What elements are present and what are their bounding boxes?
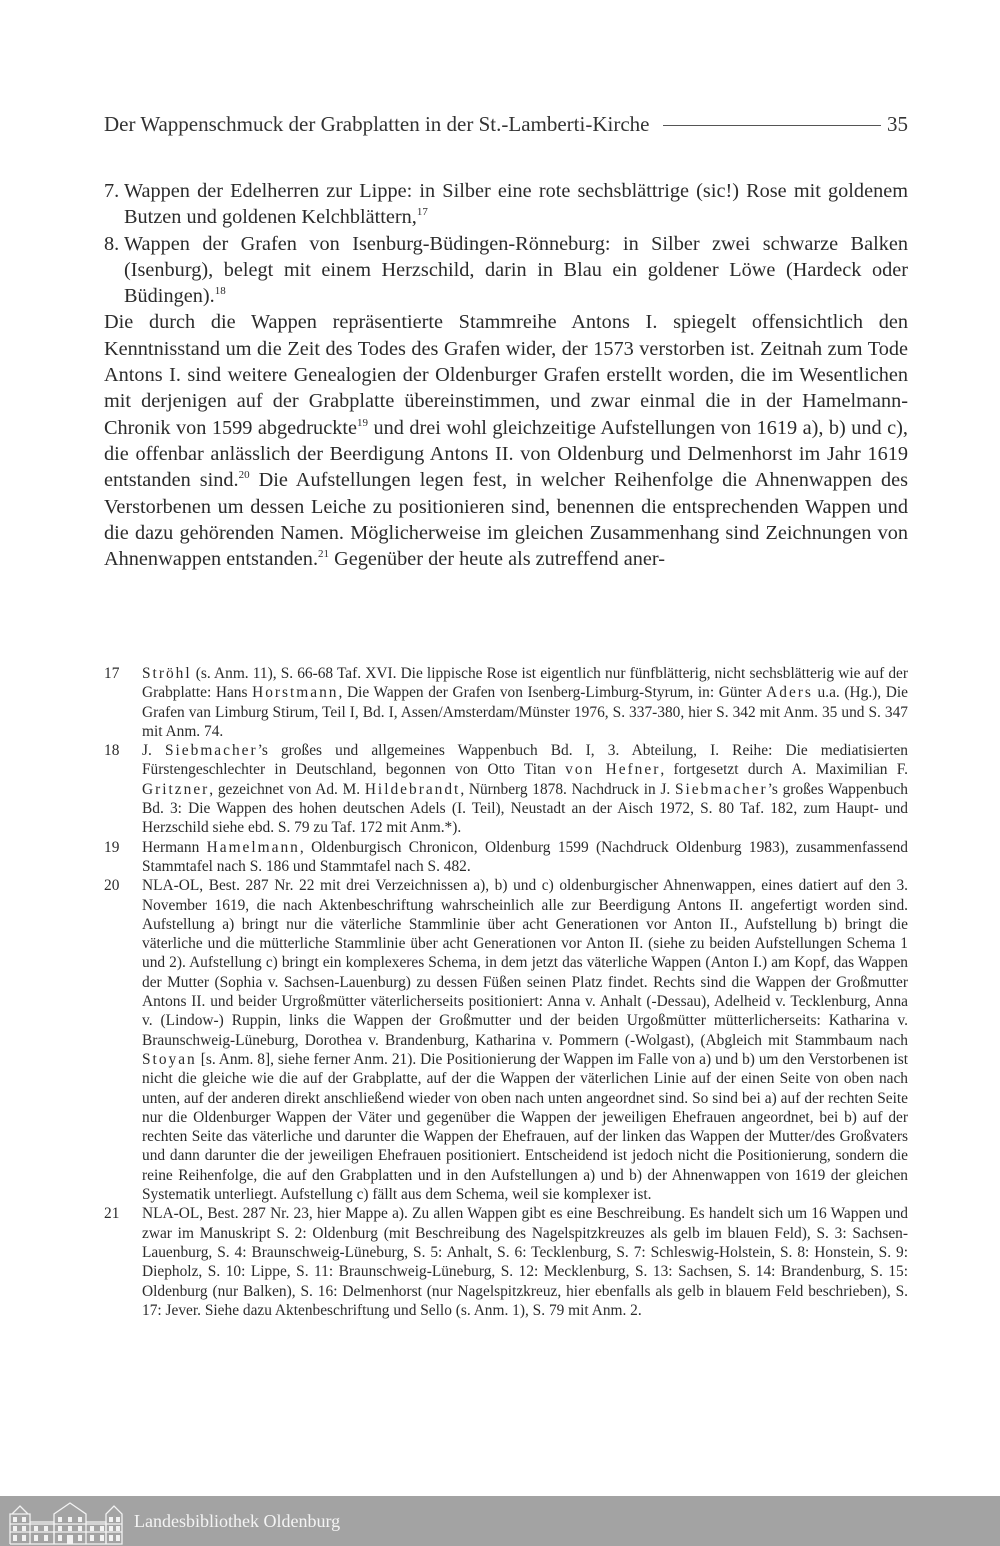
footnote-ref[interactable]: 18	[214, 285, 226, 298]
footnote-text	[142, 876, 908, 1204]
footnote-ref[interactable]: 21	[318, 548, 330, 561]
footnote	[104, 741, 908, 837]
footnote	[104, 1204, 908, 1320]
footnote	[104, 838, 908, 877]
paragraph-text: Die durch die Wappen repräsentierte Stammreihe Antons I. spiegelt offensichtlich den Kenntnisstand um die Zeit des Todes des Grafen wider, der 1573 verstorben ist. Zeitnah zum Tode Antons I. sind weitere Genealogien der Oldenburger Grafen erstellt worden, die im Wesentlichen mit derjenigen auf der Grabplatte übereinstimmen, und zwar einmal die in der Hamelmann-Chronik von 1599 abgedruckte	[104, 311, 908, 439]
footnote-segment: , Die Wappen der Grafen von Isenberg-Limburg-Styrum, in: Günter	[338, 684, 767, 702]
footnote-segment: , Nürnberg 1878. Nachdruck in J.	[460, 780, 675, 798]
footnote-segment: , fortgesetzt durch A. Maximilian F.	[660, 761, 908, 779]
footnote-number: 19	[104, 838, 120, 856]
author-name: Stoyan	[142, 1050, 197, 1068]
list-item	[104, 178, 908, 231]
author-name: Siebmacher	[674, 780, 768, 798]
library-name: Landesbibliothek Oldenburg	[134, 1510, 341, 1531]
footnote-number: 18	[104, 742, 120, 760]
footnote	[104, 664, 908, 741]
author-name: Hildebrandt	[364, 780, 461, 798]
list-item-text	[124, 231, 908, 310]
footnote-text	[142, 741, 908, 837]
author-name: Horstmann	[252, 684, 339, 702]
running-header	[104, 110, 908, 138]
paragraph-text: Gegenüber der heute als zutreffend aner-	[329, 548, 665, 571]
author-name: Gritzner	[142, 780, 210, 798]
footnote-text	[142, 664, 908, 741]
footnote-segment: u.a. (Hg.), Die Grafen van Limburg Stirum, Teil I, Bd. I, Assen/Amsterdam/Münster 1976, S. 337-380, hier S. 342 mit Anm. 35 und S. 347 mit Anm. 74.	[142, 684, 908, 740]
footnote-segment: ’s großes und allgemeines Wappenbuch Bd. I, 3. Abteilung, I. Reihe: Die mediatisierten Fürstengeschlechter in Deutschland, begonnen von Otto Titan	[142, 742, 908, 779]
library-footer-bar	[0, 1496, 1000, 1546]
header-rule	[663, 125, 881, 126]
main-text	[104, 178, 908, 572]
footnote-text	[142, 838, 908, 877]
footnotes	[104, 664, 908, 1320]
footnote-segment: [s. Anm. 8], siehe ferner Anm. 21). Die Positionierung der Wappen im Falle von a) und b) um den Verstorbenen ist nicht die gleiche wie die auf der Grabplatte, auf der die Wappen der väterlichen Linie auf der einen Seite von oben nach unten, auf der anderen direkt anschließend wieder von oben nach unten angeordnet sind. So sind bei a) auf der rechten Seite nur die Oldenburger Wappen der Väter und gegenüber die Wappen der jeweiligen Ehefrauen angeordnet, bei b) auf der rechten Seite das väterliche und darunter die Wappen der Ehefrauen, auf der linken das Wappen der Mutter/des Großvaters und dann darunter die der jeweiligen Ehefrauen positioniert. Entscheidend ist jedoch nicht die Positionierung, sondern die reine Reihenfolge, die auf den Grabplatten und in den Aufstellungen a) und b) der Ahnenwappen von 1619 der gleichen Systematik unterliegt. Aufstellung c) fällt aus dem Schema, weil sie komplexer ist.	[142, 1050, 908, 1204]
footnote	[104, 876, 908, 1204]
list-item-number: 7.	[104, 180, 120, 202]
author-name: von Hefner	[565, 761, 661, 779]
author-name: Siebmacher	[164, 742, 258, 760]
footnote-segment: NLA-OL, Best. 287 Nr. 23, hier Mappe a). Zu allen Wappen gibt es eine Beschreibung. Es handelt sich um 16 Wappen und zwar im Manuskript S. 2: Oldenburg (mit Beschreibung des Nagelspitzkreuzes als gelb im blauen Feld), S. 3: Sachsen-Lauenburg, S. 4: Braunschweig-Lüneburg, S. 5: Anhalt, S. 6: Tecklenburg, S. 7: Schleswig-Holstein, S. 8: Honstein, S. 9: Diepholz, S. 10: Lippe, S. 11: Braunschweig-Lüneburg, S. 12: Mecklenburg, S. 13: Sachsen, S. 14: Brandenburg, S. 15: Oldenburg (nur Balken), S. 16: Delmenhorst (nur Nagelspitzkreuz, hier ebenfalls als gelb in blauem Feld beschrieben), S. 17: Jever. Siehe dazu Aktenbeschriftung und Sello (s. Anm. 1), S. 79 mit Anm. 2.	[142, 1205, 908, 1319]
list-item-number: 8.	[104, 232, 120, 255]
footnote-segment: NLA-OL, Best. 287 Nr. 22 mit drei Verzeichnissen a), b) und c) oldenburgischer Ahnenwappen, eines datiert auf den 3. November 1619, die nach Aktenbeschriftung wahrscheinlich alle zur Beerdigung Antons II. angefertigt worden sind. Aufstellung a) bringt nur die väterliche Stammlinie über acht Generationen vor Anton II., Aufstellung b) bringt die väterliche und die mütterliche Stammlinie über acht Generationen vor Anton II. (siehe zu beiden Aufstellungen Schema 1 und 2). Aufstellung c) bringt ein komplexeres Schema, in dem jetzt das väterliche Wappen (Anton I.) am Kopf, das Wappen der Mutter (Sophia v. Sachsen-Lauenburg) zu dessen Füßen seinen Platz findet. Rechts sind die Wappen der Großmutter Antons II. und beider Urgroßmütter väterlicherseits positioniert: Anna v. Anhalt (-Dessau), Adelheid v. Tecklenburg, Anna v. (Lindow-) Ruppin, links die Wappen der Großmutter und der beiden Urgoßmütter mütterlicherseits: Katharina v. Braunschweig-Lüneburg, Dorothea v. Brandenburg, Katharina v. Pommern (-Wolgast), (Abgleich mit Stammbaum nach	[142, 877, 908, 1049]
paragraph-text: Die Aufstellungen legen fest, in welcher Reihenfolge die Ahnenwappen des Verstorbenen um dessen Leiche zu positionieren sind, benennen die entsprechenden Wappen und die dazu gehörenden Namen. Möglicherweise im gleichen Zusammenhang sind Zeichnungen von Ahnenwappen entstanden.	[104, 469, 908, 571]
list-item-body: Wappen der Grafen von Isenburg-Büdingen-Rönneburg: in Silber zwei schwarze Balken (Isenburg), belegt mit einem Herzschild, darin in Blau ein goldener Löwe (Hardeck oder Büdingen).	[124, 232, 908, 308]
list-item-body: Wappen der Edelherren zur Lippe: in Silber eine rote sechsblättrige (sic!) Rose mit goldenem Butzen und goldenen Kelchblättern,	[124, 180, 908, 229]
footnote-segment: , Oldenburgisch Chronicon, Oldenburg 1599 (Nachdruck Oldenburg 1983), zusammenfassend Stammtafel nach S. 186 und Stammtafel nach S. 482.	[142, 838, 908, 875]
footnote-segment: J.	[142, 742, 165, 760]
list-item-text	[124, 178, 908, 231]
footnote-segment: Hermann	[142, 838, 207, 856]
footnote-ref[interactable]: 17	[416, 206, 428, 219]
author-name: Aders	[766, 684, 813, 702]
author-name: Ströhl	[142, 665, 192, 682]
footnote-segment: , gezeichnet von Ad. M.	[209, 780, 365, 798]
footnote-ref[interactable]: 19	[356, 416, 368, 429]
footnote-segment: (s. Anm. 11), S. 66-68 Taf. XVI. Die lippische Rose ist eigentlich nur fünfblätterig, nicht sechsblätterig wie auf der Grabplatte: Hans	[142, 665, 908, 702]
library-building-icon	[8, 1500, 126, 1546]
footnote-ref[interactable]: 20	[238, 469, 250, 482]
author-name: Hamelmann	[206, 838, 300, 856]
page-number: 35	[887, 111, 908, 136]
footnote-text	[142, 1204, 908, 1320]
paragraph-text: und drei wohl gleichzeitige Aufstellungen von 1619 a), b) und c), die offenbar anlässlich der Beerdigung Antons II. von Oldenburg und Delmenhorst im Jahr 1619 entstanden sind.	[104, 416, 908, 492]
body-paragraph	[104, 309, 908, 572]
footnote-segment: ’s großes Wappenbuch Bd. 3: Die Wappen des hohen deutschen Adels (I. Teil), Neustadt an der Aisch 1972, S. 80 Taf. 182, zum Haupt- und Herzschild siehe ebd. S. 79 zu Taf. 172 mit Anm.*).	[142, 780, 908, 837]
footnote-number: 20	[104, 877, 120, 895]
running-title: Der Wappenschmuck der Grabplatten in der St.-Lamberti-Kirche	[104, 111, 650, 136]
list-item	[104, 231, 908, 310]
footnote-number: 17	[104, 665, 120, 682]
footnote-number: 21	[104, 1205, 120, 1223]
